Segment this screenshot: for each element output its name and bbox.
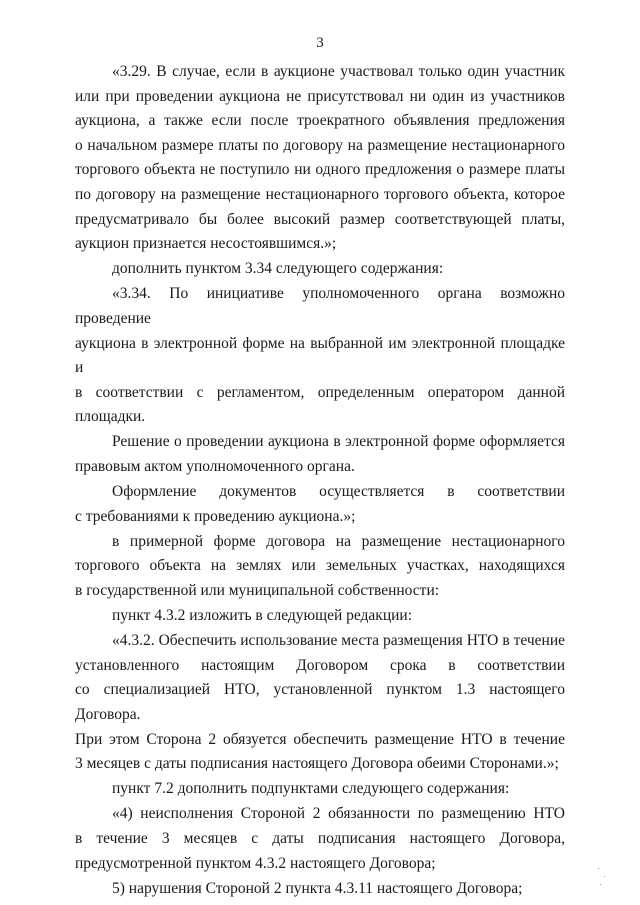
text-line: 5) нарушения Стороной 2 пункта 4.3.11 настоящего Договора; (112, 879, 523, 897)
document-body (75, 60, 565, 902)
text-line: дополнить пунктом 3.34 следующего содержания: (112, 260, 444, 278)
text-line: площадки. (75, 408, 146, 426)
text-line: 3 месяцев с даты подписания настоящего Договора обеими Сторонами.»; (75, 755, 559, 773)
paragraph-4-3-2 (75, 629, 565, 777)
paragraph-3-34 (75, 282, 565, 430)
text-line: При этом Сторона 2 обязуется обеспечить размещение НТО в течение (75, 730, 565, 748)
text-line: в течение 3 месяцев с даты подписания настоящего Договора, (75, 829, 565, 847)
scan-speck (598, 868, 599, 869)
paragraph-subitem-4 (75, 802, 565, 876)
text-line: о начальном размере платы по договору на размещение нестационарного (75, 136, 565, 154)
paragraph-add-3-34 (75, 257, 565, 282)
text-line: пункт 4.3.2 изложить в следующей редакции: (112, 607, 413, 625)
paragraph-decision (75, 430, 565, 479)
text-line: «4) неисполнения Стороной 2 обязанности по размещению НТО (112, 805, 565, 823)
text-line: «3.34. По инициативе уполномоченного органа возможно проведение (75, 285, 565, 327)
text-line: со специализацией НТО, установленной пунктом 1.3 настоящего Договора. (75, 681, 565, 723)
text-line: Решение о проведении аукциона в электронной форме оформляется (112, 433, 565, 451)
text-line: торгового объекта не поступило ни одного предложения о размере платы (75, 161, 565, 179)
text-line: «4.3.2. Обеспечить использование места размещения НТО в течение (112, 632, 565, 650)
paragraph-subitem-5 (75, 877, 565, 902)
text-line: или при проведении аукциона не присутствовал ни один из участников (75, 87, 565, 105)
text-line: в государственной или муниципальной собственности: (75, 581, 440, 599)
paragraph-4-3-2-intro (75, 604, 565, 629)
text-line: в соответствии с регламентом, определенным оператором данной (75, 383, 565, 401)
text-line: в примерной форме договора на размещение нестационарного (112, 532, 565, 550)
text-line: предусматривало бы более высокий размер соответствующей платы, (75, 210, 565, 228)
paragraph-documents (75, 480, 565, 529)
text-line: по договору на размещение нестационарного торгового объекта, которое (75, 185, 565, 203)
paragraph-sample-form (75, 530, 565, 604)
text-line: аукцион признается несостоявшимся.»; (75, 235, 337, 253)
scan-speck (600, 884, 601, 885)
scan-speck (604, 876, 605, 877)
text-line: правовым актом уполномоченного органа. (75, 458, 355, 475)
page-number: 3 (316, 35, 324, 51)
text-line: Оформление документов осуществляется в соответствии (112, 483, 565, 501)
text-line: торгового объекта на землях или земельных участках, находящихся (75, 557, 565, 575)
text-line: пункт 7.2 дополнить подпунктами следующего содержания: (112, 780, 510, 798)
text-line: предусмотренной пунктом 4.3.2 настоящего Договора; (75, 854, 436, 872)
text-line: аукциона в электронной форме на выбранной им электронной площадке и (75, 334, 565, 377)
paragraph-3-29 (75, 60, 565, 257)
text-line: установленного настоящим Договором срока в соответствии (75, 656, 565, 674)
text-line: аукциона, а также если после троекратного объявления предложения (75, 112, 565, 130)
text-line: с требованиями к проведению аукциона.»; (75, 507, 356, 525)
paragraph-7-2-intro (75, 777, 565, 802)
text-line: «3.29. В случае, если в аукционе участвовал только один участник (112, 63, 565, 80)
